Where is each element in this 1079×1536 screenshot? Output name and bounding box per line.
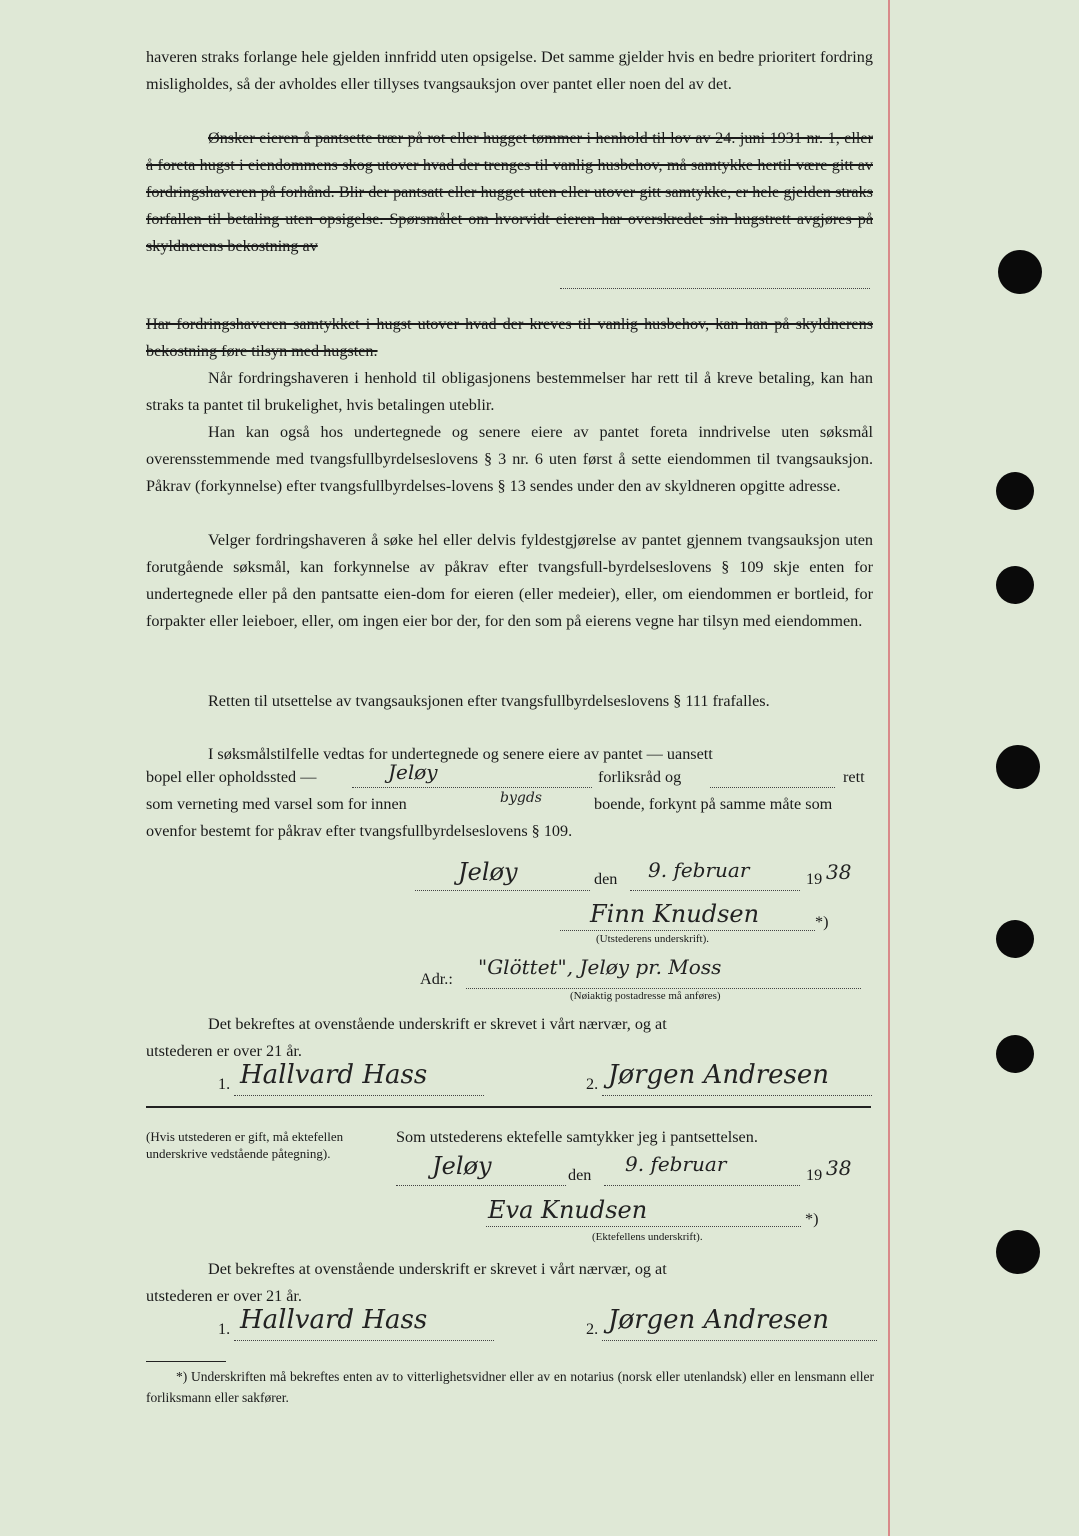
punch-hole [996, 745, 1040, 789]
punch-hole [996, 1230, 1040, 1274]
venue-forliksrad: forliksråd og [598, 768, 682, 786]
label-den: den [594, 870, 618, 888]
paragraph-struck-supervision: Har fordringshaveren samtykket i hugst utover hvad der kreves til vanlig husbehov, kan han på skyldnerens bekostning føre tilsyn med hugsten. [146, 315, 873, 360]
label-year-prefix-2: 19 [806, 1166, 823, 1184]
venue-bopel: bopel eller opholdssted — [146, 768, 317, 786]
handwritten-bygds: bygds [500, 790, 542, 806]
fill-line [415, 890, 590, 891]
paragraph-default-clause: haveren straks forlange hele gjelden innfridd uten opsigelse. Det samme gjelder hvis en bedre prioritert fordring misligholdes, så der avholdes eller tillyses tvangsauksjon over pantet eller noen del av det. [146, 48, 873, 93]
fill-line [602, 1095, 872, 1096]
fill-line [630, 890, 800, 891]
punch-hole [996, 1035, 1034, 1073]
signature-witness2b: Jørgen Andresen [608, 1305, 829, 1335]
handwritten-year-2: 38 [826, 1156, 852, 1180]
venue-boende: boende, forkynt på samme måte som [594, 795, 833, 813]
spouse-consent: Som utstederens ektefelle samtykker jeg i pantsettelsen. [396, 1128, 758, 1146]
label-year-prefix: 19 [806, 870, 823, 888]
venue-rett: rett [843, 768, 865, 786]
caption-spouse: (Ektefellens underskrift). [592, 1231, 703, 1243]
signature-witness1: Hallvard Hass [240, 1060, 428, 1090]
fill-line [352, 787, 592, 788]
fill-line [560, 288, 870, 289]
fill-line [560, 930, 815, 931]
handwritten-date-place-2: Jeløy [432, 1152, 492, 1180]
witness1-number: 1. [218, 1075, 231, 1093]
paragraph-venue-line1: I søksmålstilfelle vedtas for undertegnede og senere eiere av pantet — uansett [208, 745, 713, 763]
fill-line [602, 1340, 877, 1341]
handwritten-address: "Glöttet", Jeløy pr. Moss [478, 955, 722, 979]
fill-line [486, 1226, 801, 1227]
handwritten-date-place: Jeløy [458, 858, 518, 886]
punch-hole [996, 472, 1034, 510]
fill-line [234, 1095, 484, 1096]
confirm-line2-b: utstederen er over 21 år. [146, 1287, 302, 1305]
footnote-marker: *) [815, 913, 829, 931]
witness2b-number: 2. [586, 1320, 599, 1338]
fill-line [234, 1340, 494, 1341]
side-note: (Hvis utstederen er gift, må ektefellen underskrive vedstående påtegning). [146, 1129, 344, 1161]
punch-hole [996, 566, 1034, 604]
caption-issuer: (Utstederens underskrift). [596, 933, 710, 945]
label-address: Adr.: [420, 970, 453, 988]
punch-hole [996, 920, 1034, 958]
signature-witness1b: Hallvard Hass [240, 1305, 428, 1335]
fill-line [466, 988, 861, 989]
paragraph-payment: Når fordringshaveren i henhold til obligasjonens bestemmelser har rett til å kreve betaling, kan han straks ta pantet til brukelighet, hvis betalingen uteblir. [146, 369, 873, 414]
signature-spouse: Eva Knudsen [488, 1196, 648, 1224]
paragraph-enforcement: Han kan også hos undertegnede og senere eiere av pantet foreta inndrivelse uten søksmål overensstemmende med tvangsfullbyrdelseslovens § 3 nr. 6 uten først å sette eiendommen til tvangsauksjon. Påkrav (forkynnelse) efter tvangsfullbyrdelses-lovens § 13 sendes under den av skyldneren opgitte adresse. [146, 423, 873, 495]
handwritten-year: 38 [826, 860, 852, 884]
venue-last: ovenfor bestemt for påkrav efter tvangsfullbyrdelseslovens § 109. [146, 822, 573, 840]
handwritten-date-day: 9. februar [648, 858, 750, 882]
witness1b-number: 1. [218, 1320, 231, 1338]
footnote: *) Underskriften må bekreftes enten av to vitterlighetsvidner eller av en notarius (norsk eller utenlandsk) eller en lensmann eller forliksmann eller sakfører. [146, 1369, 874, 1405]
venue-verneting: som verneting med varsel som for innen [146, 795, 407, 813]
confirm-line1: Det bekreftes at ovenstående underskrift er skrevet i vårt nærvær, og at [208, 1015, 667, 1033]
signature-issuer: Finn Knudsen [590, 900, 760, 928]
paragraph-postponement: Retten til utsettelse av tvangsauksjonen efter tvangsfullbyrdelseslovens § 111 frafalles. [208, 692, 770, 710]
fill-line [604, 1185, 800, 1186]
paragraph-struck-logging: Ønsker eieren å pantsette trær på rot eller hugget tømmer i henhold til lov av 24. juni 1931 nr. 1, eller å foreta hugst i eiendommens skog utover hvad der trenges til vanlig husbehov, må samtykke hertil være gitt av fordringshaveren på forhånd. Blir der pantsatt eller hugget uten eller utover gitt samtykke, er hele gjelden straks forfallen til betaling uten opsigelse. Spørsmålet om hvorvidt eieren har overskredet sin hugstrett avgjøres på skyldnerens bekostning av [146, 129, 873, 255]
handwritten-date-day-2: 9. februar [625, 1152, 727, 1176]
fill-line [396, 1185, 566, 1186]
handwritten-place: Jeløy [388, 760, 438, 784]
section-divider [146, 1106, 871, 1108]
fill-line [710, 787, 835, 788]
caption-address: (Nøiaktig postadresse må anføres) [570, 990, 721, 1002]
paragraph-auction: Velger fordringshaveren å søke hel eller delvis fyldestgjørelse av pantet gjennem tvangsauksjon uten forutgående søksmål, kan forkynnelse av påkrav efter tvangsfull-byrdelseslovens § 109 skje enten for undertegnede eller på den pantsatte eien-dom for eieren (eller medeier), eller, om eiendommen er bortleid, for forpakter eller leieboer, eller, om ingen eier bor der, for den som på eierens vegne har tilsyn med eiendommen. [146, 531, 873, 630]
punch-hole [998, 250, 1042, 294]
label-den-2: den [568, 1166, 592, 1184]
signature-witness2: Jørgen Andresen [608, 1060, 829, 1090]
witness2-number: 2. [586, 1075, 599, 1093]
footnote-rule [146, 1361, 226, 1362]
footnote-marker-2: *) [805, 1210, 819, 1228]
confirm-line2: utstederen er over 21 år. [146, 1042, 302, 1060]
margin-line [888, 0, 890, 1536]
confirm-line1-b: Det bekreftes at ovenstående underskrift er skrevet i vårt nærvær, og at [208, 1260, 667, 1278]
